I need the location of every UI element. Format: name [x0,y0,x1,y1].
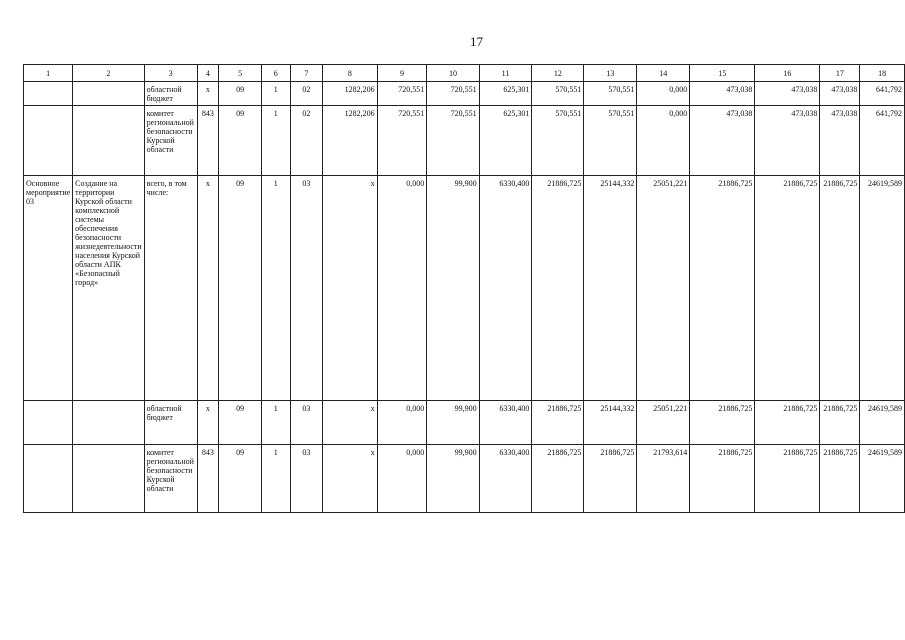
column-header-9: 9 [377,65,427,82]
table-cell: 21886,725 [820,445,860,513]
table-cell: 09 [219,176,262,401]
table-cell: 0,000 [637,106,690,176]
table-cell: 1282,206 [323,82,378,106]
table-cell [24,401,73,445]
table-cell: всего, в том числе: [144,176,197,401]
table-cell: 1 [262,401,291,445]
table-cell: 1282,206 [323,106,378,176]
table-cell: 09 [219,82,262,106]
table-row [24,106,905,176]
table-cell: 473,038 [690,106,755,176]
table-cell: 09 [219,445,262,513]
table-cell: 03 [290,445,323,513]
table-cell: областной бюджет [144,82,197,106]
table-cell: х [197,176,219,401]
table-cell: 473,038 [820,106,860,176]
table-cell: 21886,725 [532,445,584,513]
table-cell: 21886,725 [820,401,860,445]
column-header-10: 10 [427,65,479,82]
table-cell [24,106,73,176]
table-cell: 24619,589 [860,445,905,513]
column-header-16: 16 [755,65,820,82]
table-cell: 6330,400 [479,445,532,513]
page-number: 17 [470,34,483,49]
table-cell: 473,038 [690,82,755,106]
table-cell [73,401,144,445]
table-cell: х [197,82,219,106]
table-cell: 99,900 [427,176,479,401]
table-cell: 99,900 [427,401,479,445]
table-cell: 625,301 [479,82,532,106]
table-cell: 99,900 [427,445,479,513]
table-cell [73,106,144,176]
table-cell: х [197,401,219,445]
column-header-3: 3 [144,65,197,82]
table-cell: 570,551 [584,106,637,176]
header-row [24,65,905,82]
table-cell: 473,038 [755,82,820,106]
table-cell: х [323,401,378,445]
table-row [24,82,905,106]
table-cell: 720,551 [427,106,479,176]
column-header-1: 1 [24,65,73,82]
table-cell: 843 [197,445,219,513]
table-cell [73,445,144,513]
table-cell: 09 [219,106,262,176]
table-cell: 25051,221 [637,176,690,401]
table-cell: 720,551 [427,82,479,106]
table-cell: 03 [290,401,323,445]
table-cell: 843 [197,106,219,176]
table-cell: 1 [262,82,291,106]
table-cell: х [323,445,378,513]
table-cell: 21793,614 [637,445,690,513]
table-cell: 02 [290,106,323,176]
table-cell: 25144,332 [584,176,637,401]
table-cell: 0,000 [377,401,427,445]
table-cell: х [323,176,378,401]
table-cell: комитет региональной безопасности Курской области [144,106,197,176]
table-cell: 570,551 [584,82,637,106]
table-cell: 6330,400 [479,401,532,445]
table-cell: 641,792 [860,106,905,176]
table-cell: 24619,589 [860,401,905,445]
table-cell: 6330,400 [479,176,532,401]
table-cell: 1 [262,445,291,513]
table-cell: 720,551 [377,82,427,106]
column-header-2: 2 [73,65,144,82]
table-cell: 21886,725 [584,445,637,513]
column-header-12: 12 [532,65,584,82]
column-header-18: 18 [860,65,905,82]
table-cell: 570,551 [532,106,584,176]
column-header-5: 5 [219,65,262,82]
table-cell: 25051,221 [637,401,690,445]
column-header-4: 4 [197,65,219,82]
table-cell: 473,038 [820,82,860,106]
table-cell: 21886,725 [755,445,820,513]
table-cell: Создание на территории Курской области комплексной системы обеспечения безопасности жизнедеятельности населения Курской области АПК «Безопасный город» [73,176,144,401]
table-cell: 21886,725 [690,401,755,445]
table-row [24,445,905,513]
table-cell: 25144,332 [584,401,637,445]
table-cell: 0,000 [377,176,427,401]
table-cell: 21886,725 [755,401,820,445]
table-cell: 21886,725 [820,176,860,401]
column-header-11: 11 [479,65,532,82]
table-cell: 570,551 [532,82,584,106]
table-cell: 0,000 [377,445,427,513]
table-cell: 21886,725 [532,176,584,401]
table-cell: 09 [219,401,262,445]
column-header-6: 6 [262,65,291,82]
column-header-15: 15 [690,65,755,82]
column-header-13: 13 [584,65,637,82]
table-cell [24,445,73,513]
column-header-17: 17 [820,65,860,82]
table-cell: областной бюджет [144,401,197,445]
table-cell: 21886,725 [532,401,584,445]
table-cell: 21886,725 [755,176,820,401]
table-cell [73,82,144,106]
table-row [24,176,905,401]
table-cell: 03 [290,176,323,401]
column-header-7: 7 [290,65,323,82]
table-cell: 21886,725 [690,176,755,401]
table-cell [24,82,73,106]
table-cell: 0,000 [637,82,690,106]
table-cell: Основное мероприятие 03 [24,176,73,401]
column-header-14: 14 [637,65,690,82]
budget-table [23,64,905,513]
table-cell: 24619,589 [860,176,905,401]
table-cell: 720,551 [377,106,427,176]
table-cell: 02 [290,82,323,106]
table-cell: комитет региональной безопасности Курской области [144,445,197,513]
table-cell: 473,038 [755,106,820,176]
table-cell: 21886,725 [690,445,755,513]
table-cell: 1 [262,176,291,401]
table-cell: 1 [262,106,291,176]
table-cell: 641,792 [860,82,905,106]
table-row [24,401,905,445]
table-cell: 625,301 [479,106,532,176]
column-header-8: 8 [323,65,378,82]
